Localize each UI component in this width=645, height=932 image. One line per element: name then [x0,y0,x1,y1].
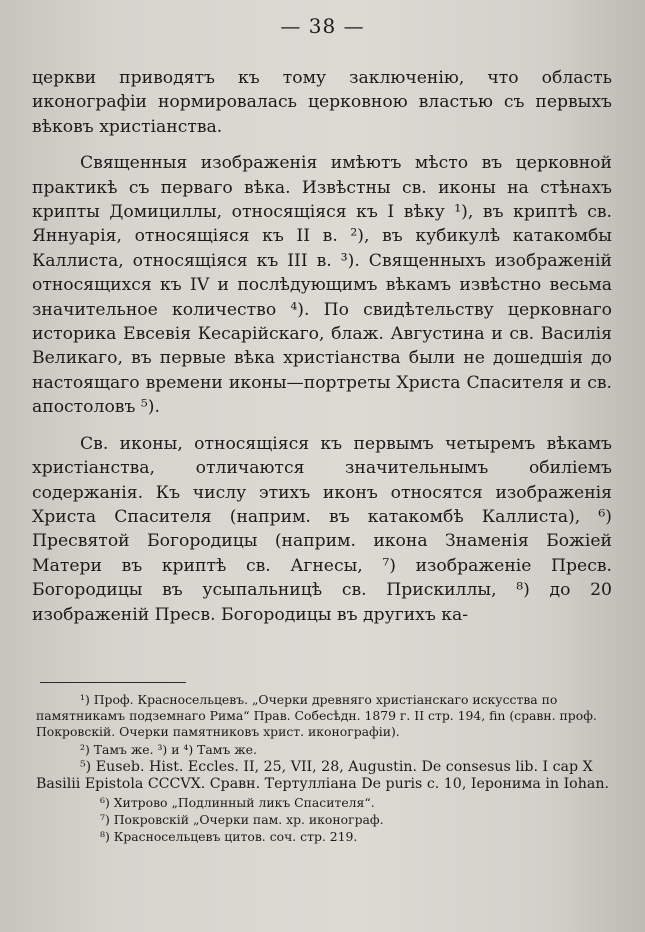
footnote-2-4: ²) Тамъ же. ³) и ⁴) Тамъ же. [80,741,257,757]
main-text [32,66,612,627]
footnote-5: ⁵) Euseb. Hist. Eccles. II, 25, VII, 28, Augustin. De consesus lib. I cap X Basilii Epistola CCCVX. Сравн. Тертулліана De puris c. 10, Іеронима in Iohan. [36,758,609,793]
paragraph-1: церкви приводятъ къ тому заключенію, что область иконографіи нормировалась церковною властью съ первыхъ вѣковъ христіанства. [32,68,612,137]
footnote-8: ⁸) Красносельцевъ цитов. соч. стр. 219. [100,829,358,845]
paragraph-3: Св. иконы, относящіяся къ первымъ четыремъ вѣкамъ христіанства, отличаются значительнымъ обиліемъ содержанія. Къ числу этихъ иконъ относятся изображенія Христа Спасителя (наприм. въ катакомбѣ Каллиста), ⁶) Пресвятой Богородицы (наприм. икона Знаменія Божіей Матери въ криптѣ св. Агнесы, ⁷) изображеніе Пресв. Богородицы въ усыпальницѣ св. Прискиллы, ⁸) до 20 изображеній Пресв. Богородицы въ другихъ ка- [32,433,612,625]
footnote-6: ⁶) Хитрово „Подлинный ликъ Спасителя“. [100,795,375,810]
footnote-7: ⁷) Покровскій „Очерки пам. хр. иконограф. [100,812,384,828]
paragraph-2: Священныя изображенія имѣютъ мѣсто въ церковной практикѣ съ перваго вѣка. Извѣстны св. иконы на стѣнахъ крипты Домициллы, относящіяся къ I вѣку ¹), въ криптѣ св. Яннуарія, относящіяся къ II в. ²), въ кубикулѣ катакомбы Каллиста, относящіяся къ III в. ³). Священныхъ изображеній относящихся къ IV и послѣдующимъ вѣкамъ извѣстно весьма значительное количество ⁴). По свидѣтельству церковнаго историка Евсевія Кесарійскаго, блаж. Августина и св. Василія Великаго, въ первые вѣка христіанства были не дошедшія до настоящаго времени иконы—портреты Христа Спасителя и св. апостоловъ ⁵). [32,153,612,418]
footnotes [36,692,610,847]
footnote-divider [40,682,186,683]
footnote-1: ¹) Проф. Красносельцевъ. „Очерки древняго христіанскаго искусства по памятникамъ подземнаго Рима“ Прав. Собесѣдн. 1879 г. II стр. 194, fin (сравн. проф. Покровскій. Очерки памятниковъ христ. иконографіи). [36,692,597,740]
page-number: — 38 — [280,14,365,38]
